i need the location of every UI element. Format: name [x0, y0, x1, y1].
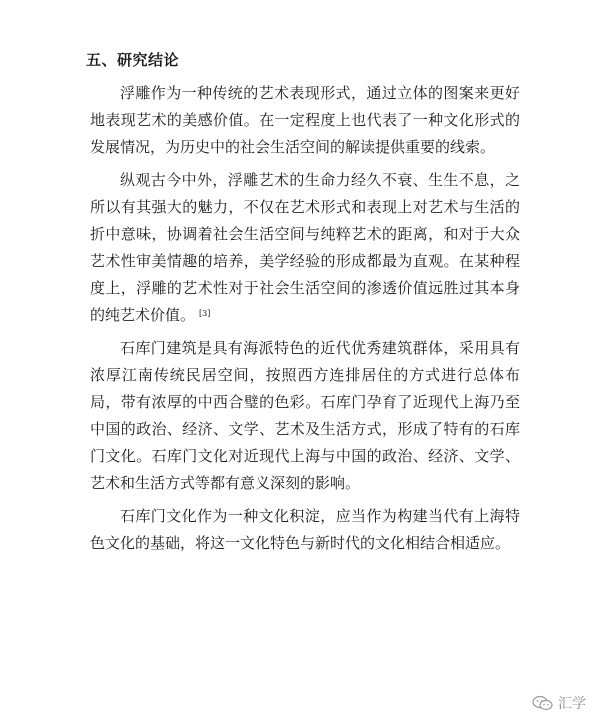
watermark-text: 汇学 — [558, 696, 586, 712]
paragraph-1: 浮雕作为一种传统的艺术表现形式，通过立体的图案来更好地表现艺术的美感价值。在一定程度上也代表了一种文化形式的发展情况，为历史中的社会生活空间的解读提供重要的线索。 — [90, 84, 520, 156]
wechat-icon — [532, 695, 554, 711]
document-body — [90, 80, 520, 563]
watermark — [532, 693, 586, 713]
paragraph-4: 石库门文化作为一种文化积淀，应当作为构建当代有上海特色文化的基础，将这一文化特色与新时代的文化相结合相适应。 — [90, 507, 520, 552]
section-heading: 五、研究结论 — [86, 51, 180, 69]
citation-marker: [3] — [199, 309, 211, 318]
paragraph-2 — [90, 167, 520, 329]
paragraph-2-text: 纵观古今中外，浮雕艺术的生命力经久不衰、生生不息，之所以有其强大的魅力，不仅在艺术形式和表现上对艺术与生活的折中意味，协调着社会生活空间与纯粹艺术的距离，和对于大众艺术性审美情趣的培养，美学经验的形成都最为直观。在某种程度上，浮雕的艺术性对于社会生活空间的渗透价值远胜过其本身的纯艺术价值。 — [90, 171, 520, 324]
paragraph-3: 石库门建筑是具有海派特色的近代优秀建筑群体，采用具有浓厚江南传统民居空间，按照西方连排居住的方式进行总体布局，带有浓厚的中西合璧的色彩。石库门孕育了近现代上海乃至中国的政治、经济、文学、艺术及生活方式，形成了特有的石库门文化。石库门文化对近现代上海与中国的政治、经济、文学、艺术和生活方式等都有意义深刻的影响。 — [90, 339, 520, 492]
